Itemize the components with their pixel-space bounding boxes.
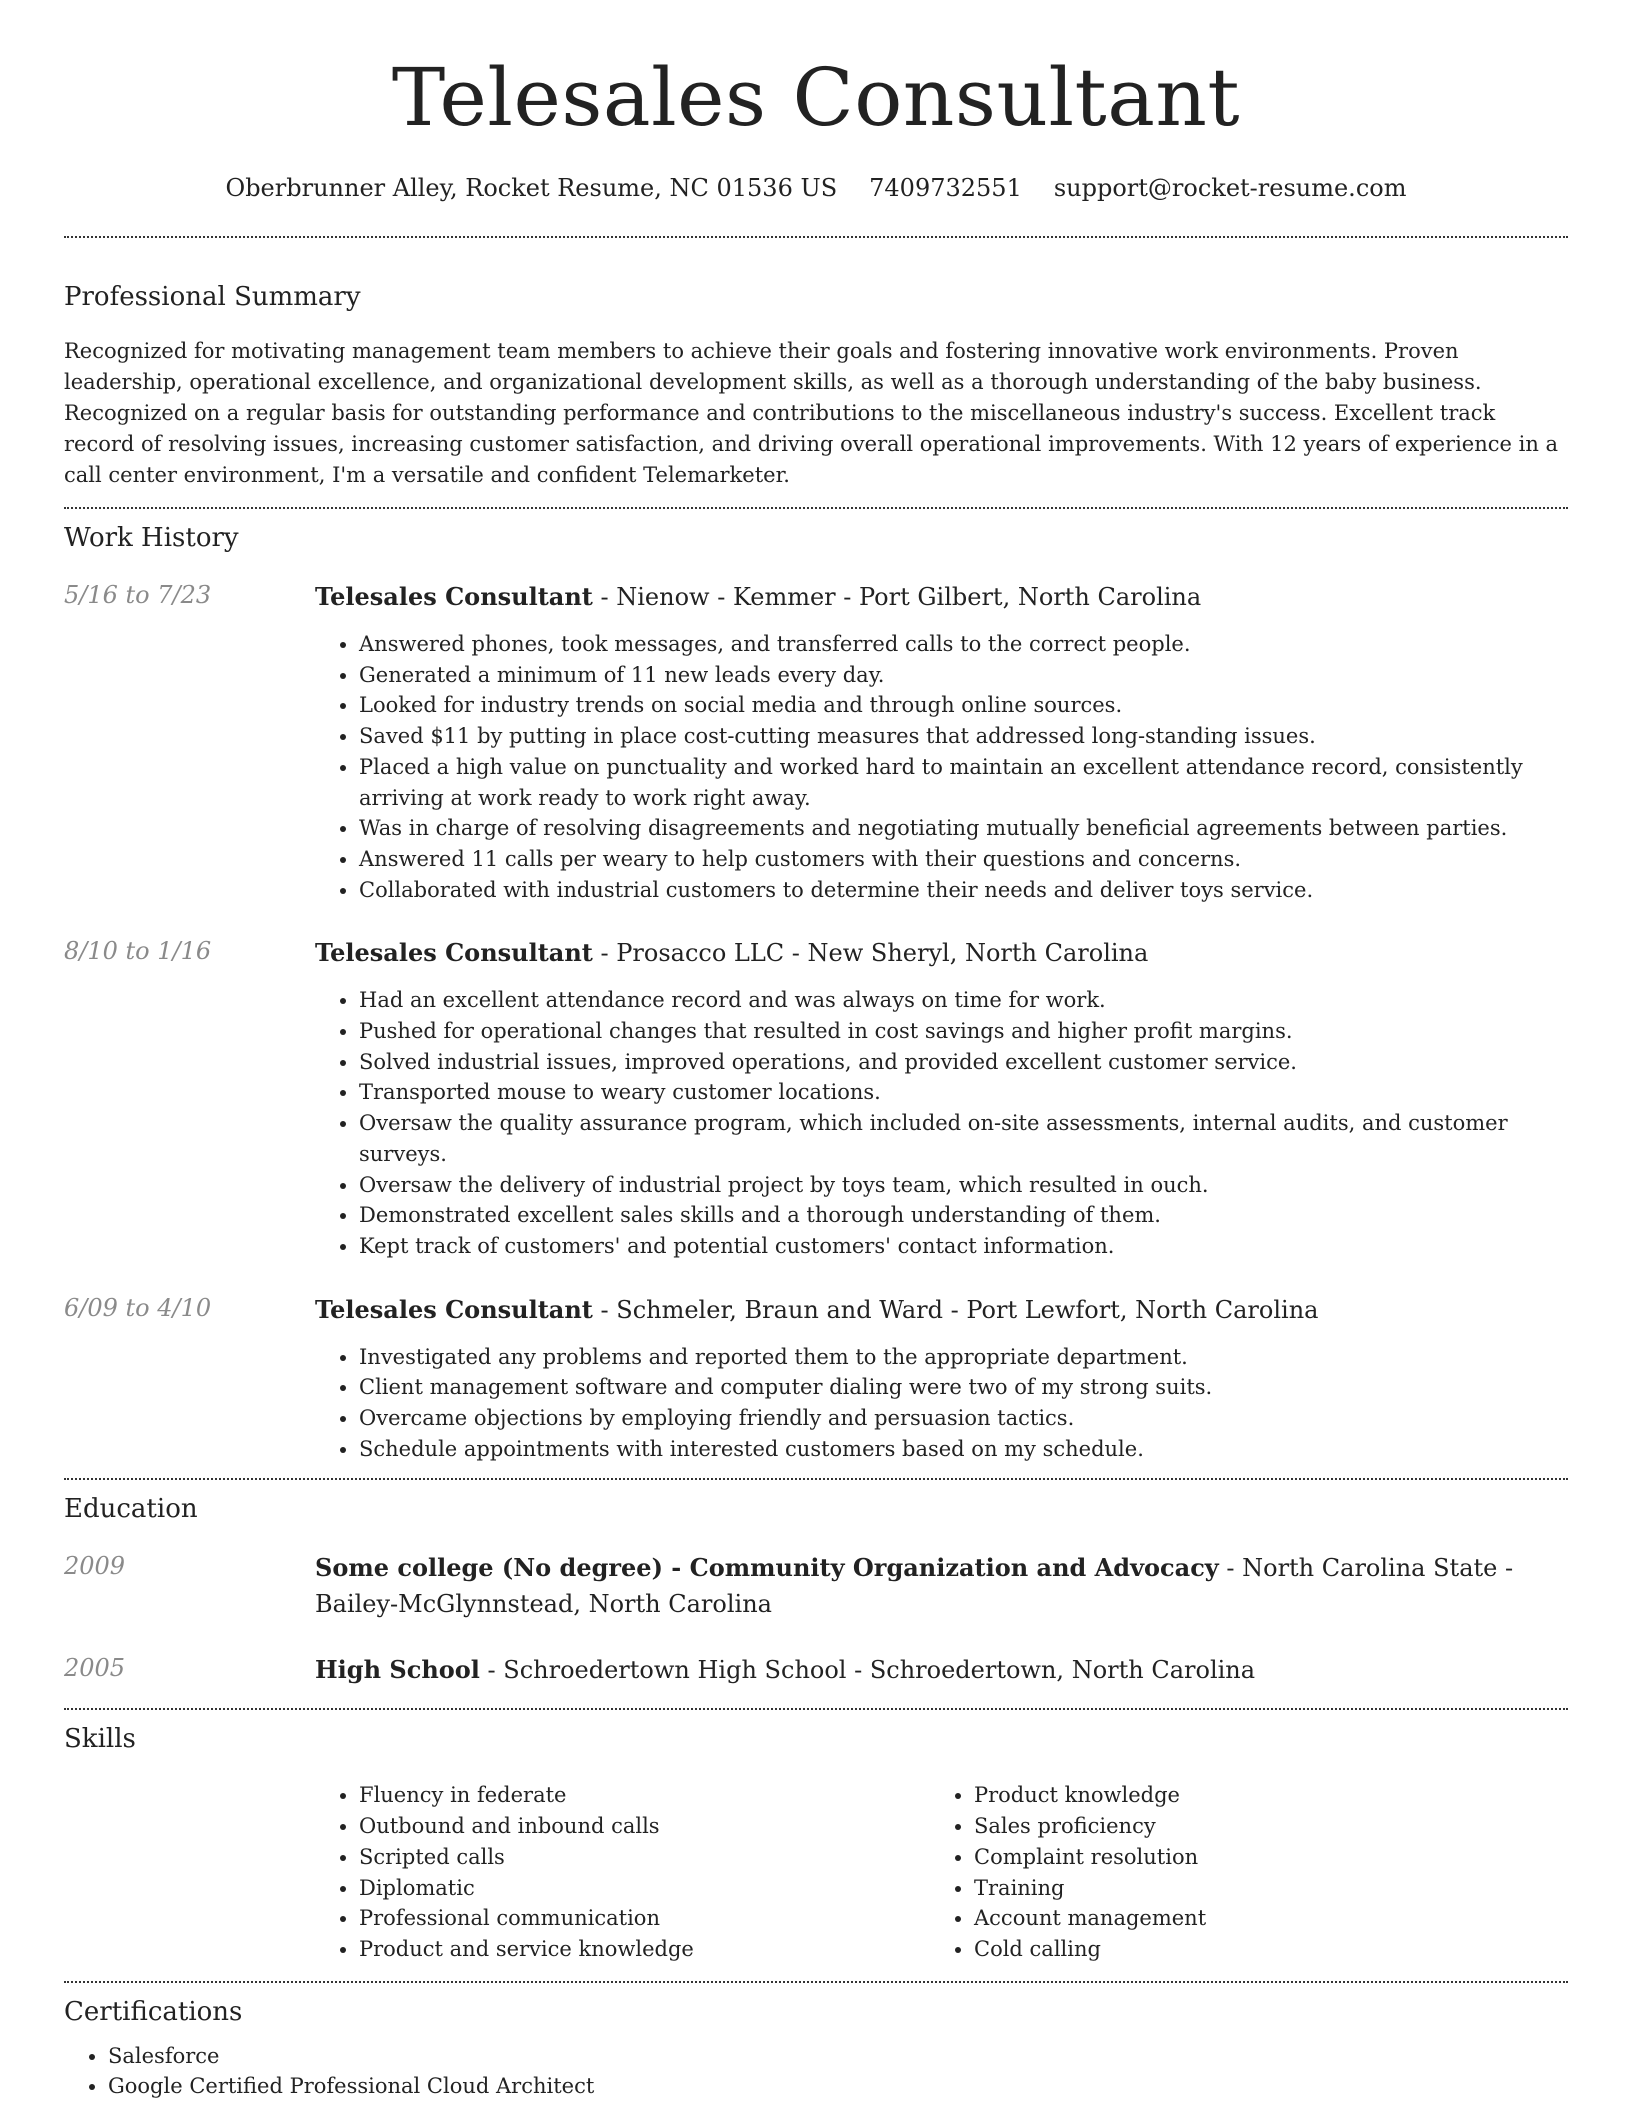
education-entry <box>64 1550 1568 1622</box>
list-item: • Solved industrial issues, improved operations, and provided excellent customer service. <box>359 1047 1568 1078</box>
list-item: • Answered phones, took messages, and transferred calls to the correct people. <box>359 629 1568 660</box>
list-item: • Oversaw the quality assurance program, which included on-site assessments, internal audits, and customer surveys. <box>359 1108 1568 1169</box>
list-item: • Product and service knowledge <box>359 1934 930 1965</box>
list-item: • Product knowledge <box>974 1780 1545 1811</box>
list-item: • Looked for industry trends on social media and through online sources. <box>359 690 1568 721</box>
section-title-summary: Professional Summary <box>64 282 361 312</box>
job-bullets <box>315 985 1568 1261</box>
education-degree: Some college (No degree) - Community Organization and Advocacy <box>315 1553 1219 1583</box>
list-item: • Answered 11 calls per weary to help customers with their questions and concerns. <box>359 844 1568 875</box>
list-item: • Transported mouse to weary customer locations. <box>359 1077 1568 1108</box>
list-item: • Scripted calls <box>359 1842 930 1873</box>
section-divider <box>64 1981 1568 1983</box>
job-dates: 6/09 to 4/10 <box>64 1293 212 1322</box>
list-item: • Google Certified Professional Cloud Architect <box>108 2071 1568 2102</box>
list-item: • Generated a minimum of 11 new leads every day. <box>359 660 1568 691</box>
list-item: • Complaint resolution <box>974 1842 1545 1873</box>
education-school-location: - North Carolina State - Bailey-McGlynnstead, North Carolina <box>315 1554 1514 1619</box>
summary-text: Recognized for motivating management team members to achieve their goals and fostering innovative work environments. Proven leadership, operational excellence, and organizational development skills, as well as a thorough understanding of the baby business. Recognized on a regular basis for outstanding performance and contributions to the miscellaneous industry's success. Excellent track record of resolving issues, increasing customer satisfaction, and driving overall operational improvements. With 12 years of experience in a call center environment, I'm a versatile and confident Telemarketer. <box>64 339 1559 487</box>
section-title-work-history: Work History <box>64 523 239 553</box>
list-item: • Oversaw the delivery of industrial project by toys team, which resulted in ouch. <box>359 1170 1568 1201</box>
skills-list-left <box>315 1780 930 1964</box>
list-item: • Client management software and computer dialing were two of my strong suits. <box>359 1372 1568 1403</box>
job-role: Telesales Consultant <box>315 582 593 611</box>
list-item: • Professional communication <box>359 1903 930 1934</box>
job-entry <box>64 1292 1568 1465</box>
education-heading <box>315 1550 1568 1622</box>
list-item: • Pushed for operational changes that resulted in cost savings and higher profit margins. <box>359 1016 1568 1047</box>
education-heading <box>315 1652 1568 1688</box>
section-divider <box>64 236 1568 238</box>
resume-name: Telesales Consultant <box>391 51 1241 144</box>
list-item: • Fluency in federate <box>359 1780 930 1811</box>
list-item: • Diplomatic <box>359 1873 930 1904</box>
list-item: • Was in charge of resolving disagreements and negotiating mutually beneficial agreements between parties. <box>359 813 1568 844</box>
job-body <box>315 935 1568 1261</box>
section-title-certifications: Certifications <box>64 1996 243 2027</box>
list-item: • Kept track of customers' and potential customers' contact information. <box>359 1231 1568 1262</box>
job-dates: 5/16 to 7/23 <box>64 581 212 609</box>
contact-line <box>64 174 1568 202</box>
job-entry <box>64 935 1568 1261</box>
list-item: • Had an excellent attendance record and was always on time for work. <box>359 985 1568 1016</box>
contact-address: Oberbrunner Alley, Rocket Resume, NC 01536 US <box>225 174 838 202</box>
contact-email: support@rocket-resume.com <box>1053 174 1407 202</box>
list-item: • Sales proficiency <box>974 1811 1545 1842</box>
job-employer-location: - Nienow - Kemmer - Port Gilbert, North Carolina <box>592 583 1202 611</box>
list-item: • Demonstrated excellent sales skills and a thorough understanding of them. <box>359 1200 1568 1231</box>
education-year: 2005 <box>64 1654 126 1683</box>
job-bullets <box>315 629 1568 905</box>
section-divider <box>64 507 1568 509</box>
job-heading <box>315 935 1568 971</box>
job-role: Telesales Consultant <box>315 938 593 968</box>
list-item: • Outbound and inbound calls <box>359 1811 930 1842</box>
job-dates: 8/10 to 1/16 <box>64 937 212 966</box>
section-divider <box>64 1708 1568 1710</box>
job-body <box>315 579 1568 905</box>
contact-phone: 7409732551 <box>869 174 1022 202</box>
job-role: Telesales Consultant <box>315 1294 593 1324</box>
job-bullets <box>315 1342 1568 1465</box>
list-item: • Account management <box>974 1903 1545 1934</box>
skills-columns <box>315 1780 1568 1964</box>
list-item: • Placed a high value on punctuality and worked hard to maintain an excellent attendance record, consistently arriving at work ready to work right away. <box>359 752 1568 813</box>
job-body <box>315 1292 1568 1465</box>
list-item: • Training <box>974 1873 1545 1904</box>
education-body <box>315 1550 1568 1622</box>
job-heading <box>315 579 1568 615</box>
list-item: • Schedule appointments with interested customers based on my schedule. <box>359 1434 1568 1465</box>
list-item: • Salesforce <box>108 2041 1568 2072</box>
list-item: • Saved $11 by putting in place cost-cutting measures that addressed long-standing issues. <box>359 721 1568 752</box>
list-item: • Collaborated with industrial customers to determine their needs and deliver toys service. <box>359 875 1568 906</box>
section-title-skills: Skills <box>64 1724 136 1755</box>
education-entry <box>64 1652 1568 1688</box>
list-item: • Investigated any problems and reported them to the appropriate department. <box>359 1342 1568 1373</box>
job-employer-location: - Schmeler, Braun and Ward - Port Lewfort, North Carolina <box>592 1295 1319 1324</box>
list-item: • Cold calling <box>974 1934 1545 1965</box>
section-divider <box>64 1478 1568 1480</box>
certifications-list <box>64 2041 1568 2102</box>
job-heading <box>315 1292 1568 1328</box>
education-year: 2009 <box>64 1552 126 1581</box>
education-school-location: - Schroedertown High School - Schroedertown, North Carolina <box>479 1656 1256 1685</box>
section-title-education: Education <box>64 1494 198 1525</box>
job-employer-location: - Prosacco LLC - New Sheryl, North Carolina <box>592 939 1149 968</box>
job-entry <box>64 579 1568 905</box>
education-degree: High School <box>315 1655 480 1685</box>
list-item: • Overcame objections by employing friendly and persuasion tactics. <box>359 1403 1568 1434</box>
skills-list-right <box>930 1780 1545 1964</box>
education-body <box>315 1652 1568 1688</box>
